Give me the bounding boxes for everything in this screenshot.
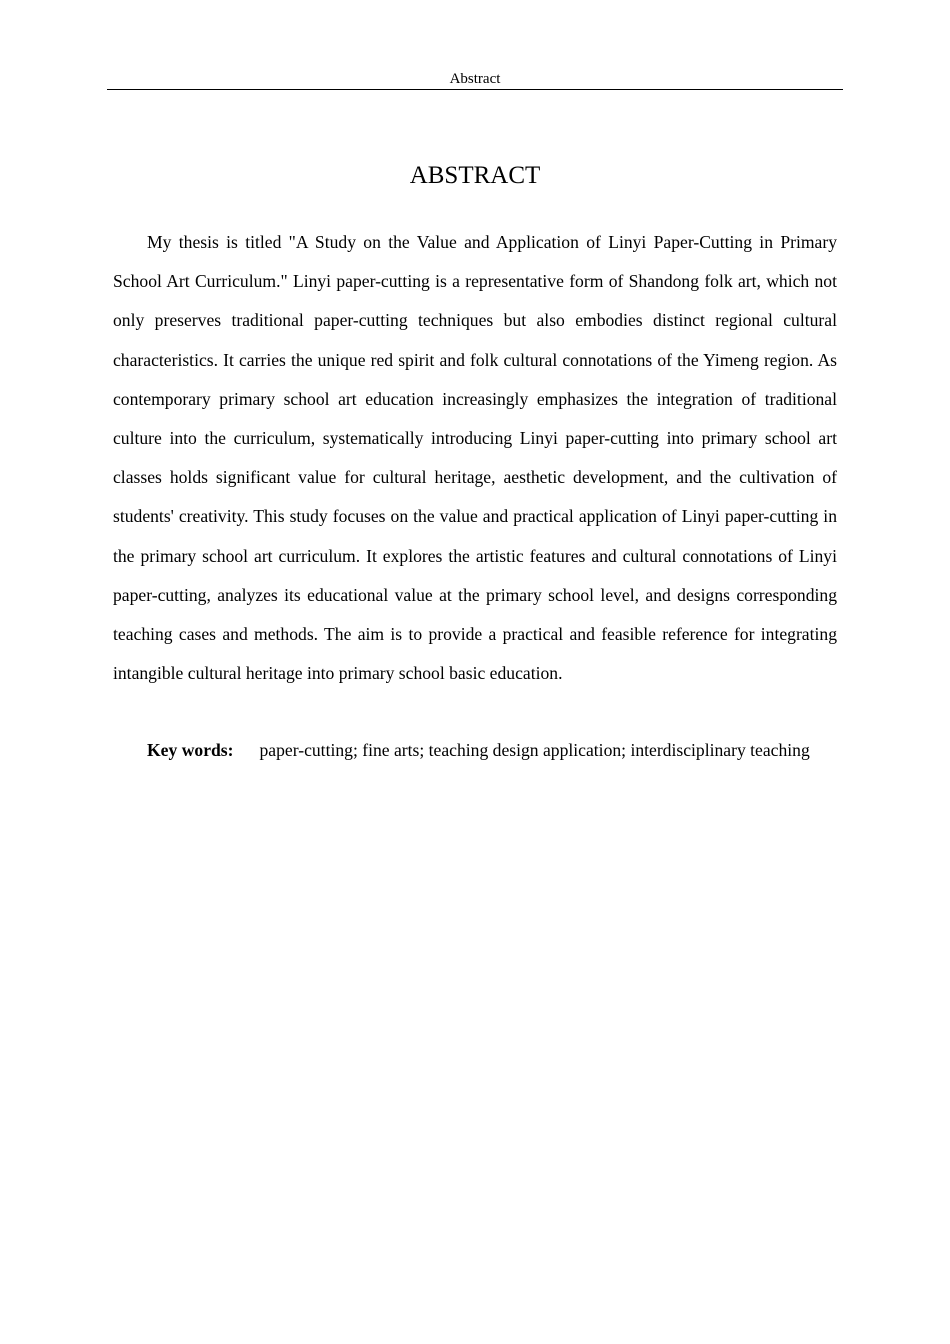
abstract-body (113, 223, 837, 693)
header-rule (107, 89, 843, 90)
running-header: Abstract (449, 71, 501, 87)
keywords-text: paper-cutting; fine arts; teaching design application; interdisciplinary teaching (259, 740, 810, 760)
keywords-line (113, 731, 837, 770)
keywords-label: Key words: (147, 740, 234, 760)
abstract-paragraph: My thesis is titled "A Study on the Value and Application of Linyi Paper-Cutting in Primary School Art Curriculum." Linyi paper-cutting is a representative form of Shandong folk art, which not only preserves traditional paper-cutting techniques but also embodies distinct regional cultural characteristics. It carries the unique red spirit and folk cultural connotations of the Yimeng region. As contemporary primary school art education increasingly emphasizes the integration of traditional culture into the curriculum, systematically introducing Linyi paper-cutting into primary school art classes holds significant value for cultural heritage, aesthetic development, and the cultivation of students' creativity. This study focuses on the value and practical application of Linyi paper-cutting in the primary school art curriculum. It explores the artistic features and cultural connotations of Linyi paper-cutting, analyzes its educational value at the primary school level, and designs corresponding teaching cases and methods. The aim is to provide a practical and feasible reference for integrating intangible cultural heritage into primary school basic education. (113, 232, 837, 684)
page-title: ABSTRACT (409, 162, 541, 189)
